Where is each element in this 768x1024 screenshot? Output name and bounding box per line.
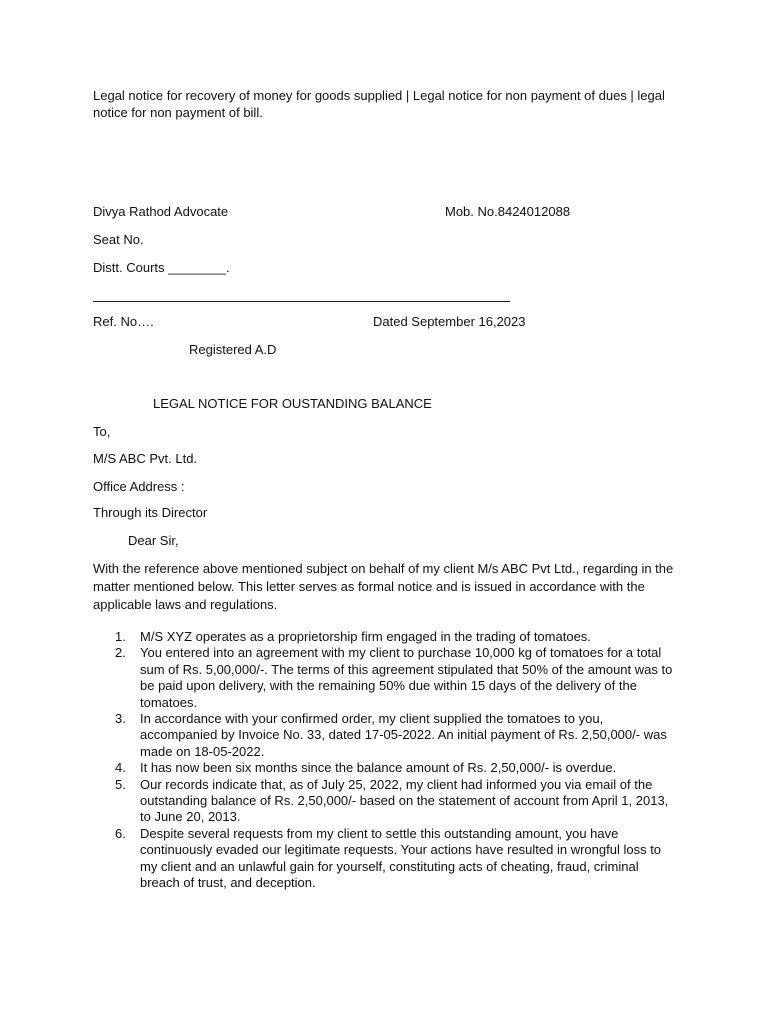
notice-title: LEGAL NOTICE FOR OUSTANDING BALANCE <box>153 396 432 411</box>
list-item <box>93 711 678 760</box>
list-item-text: You entered into an agreement with my client to purchase 10,000 kg of tomatoes for a total sum of Rs. 5,00,000/-. The terms of this agreement stipulated that 50% of the amount was to be paid upon delivery, with the remaining 50% due within 15 days of the delivery of the tomatoes. <box>140 645 673 710</box>
list-item-text: M/S XYZ operates as a proprietorship firm engaged in the trading of tomatoes. <box>140 629 591 644</box>
registered-ad: Registered A.D <box>189 342 277 357</box>
list-item <box>93 777 678 826</box>
separator-line <box>93 301 510 302</box>
list-item-text: In accordance with your confirmed order, my client supplied the tomatoes to you, accompanied by Invoice No. 33, dated 17-05-2022. An initial payment of Rs. 2,50,000/- was made on 18-05-2022. <box>140 711 667 759</box>
list-item-text: Our records indicate that, as of July 25, 2022, my client had informed you via email of the outstanding balance of Rs. 2,50,000/- based on the statement of account from April 1, 2013, to June 20, 2013. <box>140 776 669 825</box>
to-label: To, <box>93 424 111 439</box>
advocate-name: Divya Rathod Advocate <box>93 204 229 219</box>
list-item <box>93 629 678 645</box>
seat-number: Seat No. <box>93 232 144 247</box>
list-item <box>93 760 678 776</box>
recipient-company: M/S ABC Pvt. Ltd. <box>93 451 198 466</box>
list-item-number: 6. <box>115 825 126 841</box>
list-item-number: 2. <box>115 645 126 661</box>
mobile-number: Mob. No.8424012088 <box>445 204 571 219</box>
list-item-number: 5. <box>115 776 126 792</box>
list-item <box>93 826 678 892</box>
document-heading: Legal notice for recovery of money for goods supplied | Legal notice for non payment of dues | legal notice for non payment of bill. <box>93 88 665 120</box>
district-courts: Distt. Courts ________. <box>93 260 230 275</box>
intro-paragraph: With the reference above mentioned subject on behalf of my client M/s ABC Pvt Ltd., regarding in the matter mentioned below. This letter serves as formal notice and is issued in accordance with the applicable laws and regulations. <box>93 561 674 612</box>
notice-date: Dated September 16,2023 <box>373 314 526 329</box>
list-item-number: 4. <box>115 760 126 776</box>
reference-number: Ref. No…. <box>93 314 154 329</box>
list-item <box>93 645 678 711</box>
list-item-text: Despite several requests from my client to settle this outstanding amount, you have continuously evaded our legitimate requests. Your actions have resulted in wrongful loss to my client and an unlawful gain for yourself, constituting acts of cheating, fraud, criminal breach of trust, and deception. <box>140 825 662 891</box>
list-item-text: It has now been six months since the balance amount of Rs. 2,50,000/- is overdue. <box>140 760 617 776</box>
notice-points-list <box>93 629 678 892</box>
salutation: Dear Sir, <box>128 533 179 548</box>
recipient-address: Office Address : <box>93 479 185 494</box>
list-item-number: 3. <box>115 711 126 727</box>
list-item-number: 1. <box>115 629 126 644</box>
recipient-through: Through its Director <box>93 505 208 520</box>
